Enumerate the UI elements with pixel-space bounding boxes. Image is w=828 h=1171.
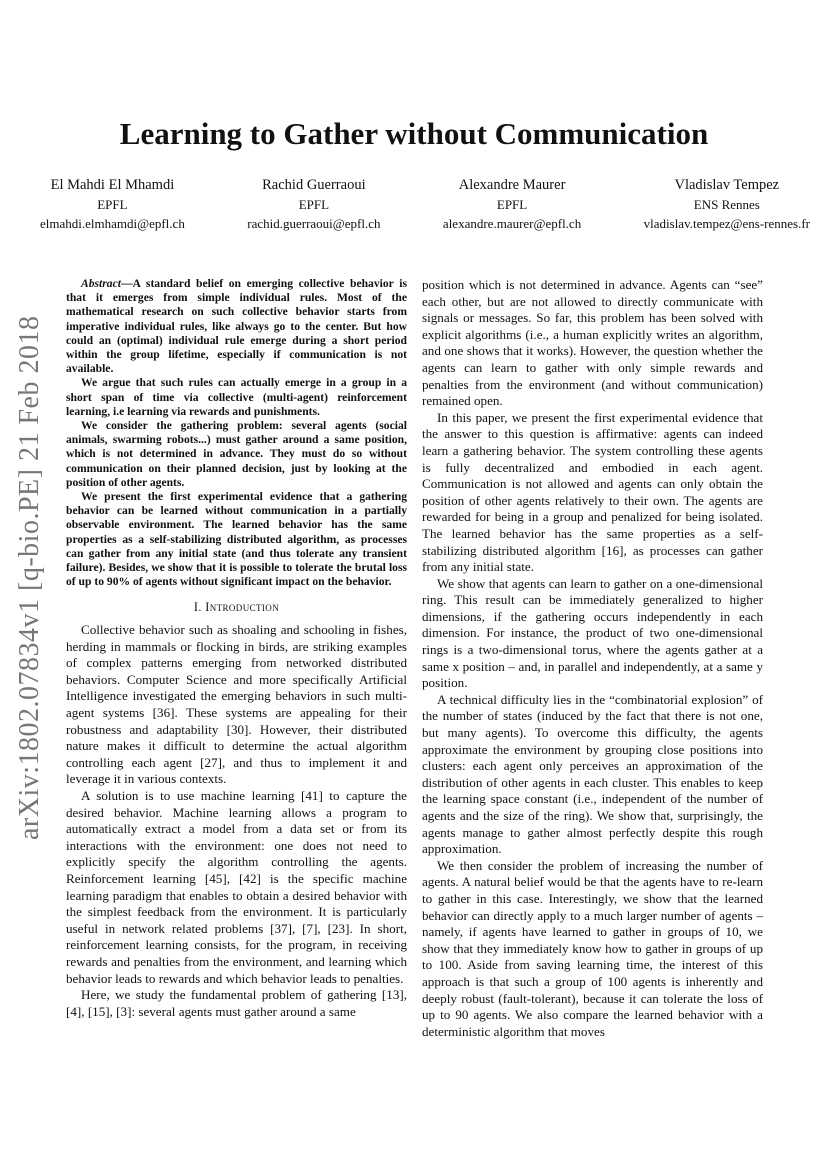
paper-title: Learning to Gather without Communication — [119, 116, 709, 151]
body-paragraph: Collective behavior such as shoaling and schooling in fishes, herding in mammals or flocking in birds, are striking examples of complex patterns emerging from networked distributed behaviors. Computer Science and more specifically Artificial Intelligence investigated the emerging behaviors in such multi-agent systems [36]. These systems are appealing for their robustness and adaptability [30]. However, their distributed nature makes it difficult to determine the actual algorithm controlling each agent [27], and thus to implement it and leverage it in various contexts. — [66, 622, 407, 787]
section-number: I. — [193, 600, 202, 615]
abstract-paragraph-4: We present the first experimental evidence that a gathering behavior can be learned without communication in a partially observable environment. The learned behavior has the same properties as a self-stabilizing distributed algorithm, as processes can gather from any initial state (and thus tolerate any transient failure). Besides, we show that it is possible to tolerate the brutal loss of up to 90% of agents without significant impact on the behavior. — [66, 490, 407, 589]
abstract — [66, 277, 407, 589]
author-1 — [40, 176, 185, 233]
body-paragraph: We show that agents can learn to gather on a one-dimensional ring. This result can be immediately generalized to higher dimensions, if the gathering occurs independently in each dimension. For instance, the product of two one-dimensional rings is a two-dimensional torus, where the agents gather at a same x position – and, in parallel and independently, at a same y position. — [422, 575, 763, 691]
author-name: Alexandre Maurer — [458, 177, 566, 193]
abstract-label: Abstract — [81, 277, 121, 290]
body-paragraph: A technical difficulty lies in the “combinatorial explosion” of the number of states (induced by the fact that there is not one, but many agents). To overcome this difficulty, the agents approximate the environment by grouping close positions into clusters: each agent only perceives an approximation of the distribution of other agents in each cluster. This enables to keep the learning space constant (i.e., independent of the number of agents and the size of the ring). We show that, surprisingly, the agents manage to gather almost perfectly despite this rough approximation. — [422, 691, 763, 857]
author-affiliation: EPFL — [298, 197, 330, 212]
author-email: alexandre.maurer@epfl.ch — [442, 216, 582, 231]
section-heading-introduction — [66, 599, 407, 616]
author-email: elmahdi.elmhamdi@epfl.ch — [40, 216, 185, 231]
author-email: rachid.guerraoui@epfl.ch — [247, 216, 381, 231]
arxiv-identifier: arXiv:1802.07834v1 [q-bio.PE] 21 Feb 2018 — [14, 315, 45, 840]
author-affiliation: ENS Rennes — [693, 197, 760, 212]
author-affiliation: EPFL — [496, 197, 528, 212]
body-paragraph: A solution is to use machine learning [41] to capture the desired behavior. Machine learning allows a program to automatically extract a model from a data set or from its interactions with the environment: one does not need to explicitly specify the algorithm controlling the agents. Reinforcement learning [45], [42] is the specific machine learning paradigm that enables to obtain a desired behavior with the simplest feedback from the environment. It is particularly useful in network related problems [37], [7], [23]. In short, reinforcement learning consists, for the program, in receiving rewards and penalties from the environment, and learning which behavior leads to rewards and which behavior leads to penalties. — [66, 788, 407, 986]
author-block — [40, 176, 810, 233]
body-paragraph: position which is not determined in advance. Agents can “see” each other, but are not allowed to directly communicate with signals or messages. So far, this problem has been solved with explicit algorithms (i.e., a human explicitly writes an algorithm, and one shows that it works). However, the question whether the agents can learn to gather with only simple rewards and penalties from the environment (and without communication) remained open. — [422, 277, 763, 409]
author-email: vladislav.tempez@ens-rennes.fr — [643, 216, 810, 231]
author-name: Rachid Guerraoui — [262, 177, 366, 193]
author-2 — [247, 176, 380, 233]
author-4 — [644, 176, 810, 233]
author-3 — [443, 176, 581, 233]
author-name: Vladislav Tempez — [674, 177, 780, 193]
body-paragraph: We then consider the problem of increasing the number of agents. A natural belief would be that the agents have to re-learn to gather in this case. Interestingly, we show that the learned behavior can directly apply to a much larger number of agents – namely, if agents have learned to gather in groups of 10, we show that they immediately know how to gather in groups of up to 100. Aside from saving learning time, the interest of this approach is that such a group of 100 agents is inherently and deeply robust (fault-tolerant), because it can tolerate the loss of up to 90 agents. We also compare the learned behavior with a deterministic algorithm that moves — [422, 857, 763, 1039]
body-paragraph: In this paper, we present the first experimental evidence that the answer to this question is affirmative: agents can indeed learn a gathering behavior. The system controlling these agents is fully decentralized and embodied in each agent. Communication is not allowed and agents can only obtain the position of other agents relatively to their own. The agents are rewarded for being in a group and penalized for being isolated. The learned behavior has the same properties as a self-stabilizing distributed algorithm [16], as processes can gather from any initial state. — [422, 409, 763, 575]
section-title: Introduction — [205, 600, 280, 615]
abstract-text: —A standard belief on emerging collective behavior is that it emerges from simple individual rules. Most of the mathematical research on such collective behavior starts from imperative individual rules, like always go to the center. But how could an (optimal) individual rule emerge during a short period within the group lifetime, especially if communication is not available. — [66, 277, 407, 376]
left-column — [66, 277, 407, 1020]
abstract-paragraph-2: We argue that such rules can actually emerge in a group in a short span of time via collective (multi-agent) reinforcement learning, i.e learning via rewards and punishments. — [66, 376, 407, 418]
abstract-paragraph-1 — [66, 277, 407, 376]
body-paragraph: Here, we study the fundamental problem of gathering [13], [4], [15], [3]: several agents must gather around a same — [66, 987, 407, 1019]
right-column — [422, 277, 763, 1040]
abstract-paragraph-3: We consider the gathering problem: several agents (social animals, swarming robots...) must gather around a same position, which is not determined in advance. They must do so without communication on their planned decision, just by looking at the position of other agents. — [66, 419, 407, 489]
author-name: El Mahdi El Mhamdi — [50, 177, 175, 193]
author-affiliation: EPFL — [97, 197, 128, 212]
